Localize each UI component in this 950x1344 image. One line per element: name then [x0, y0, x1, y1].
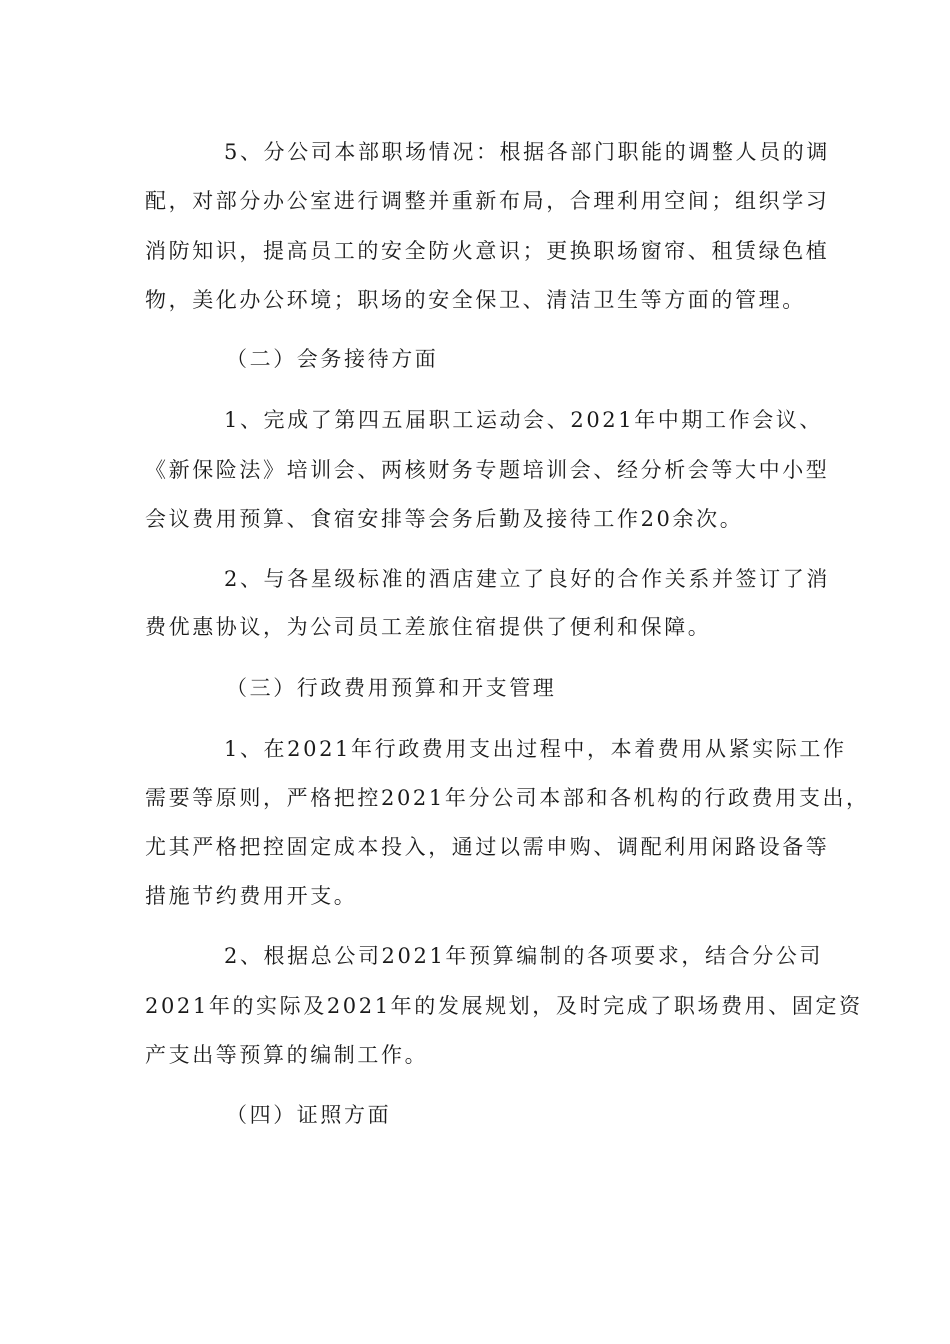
paragraph-line: 费优惠协议，为公司员工差旅住宿提供了便利和保障。: [145, 615, 712, 639]
paragraph-line: 消防知识，提高员工的安全防火意识；更换职场窗帘、租赁绿色植: [145, 239, 830, 263]
paragraph-line: 2、根据总公司2021年预算编制的各项要求，结合分公司: [224, 944, 824, 968]
paragraph-line: 会议费用预算、食宿安排等会务后勤及接待工作20余次。: [145, 507, 744, 531]
paragraph-line: 5、分公司本部职场情况：根据各部门职能的调整人员的调: [224, 140, 830, 164]
paragraph-line: 物，美化办公环境；职场的安全保卫、清洁卫生等方面的管理。: [145, 288, 806, 312]
paragraph-line: 1、完成了第四五届职工运动会、2021年中期工作会议、: [224, 408, 824, 432]
paragraph-line: 《新保险法》培训会、两核财务专题培训会、经分析会等大中小型: [145, 458, 830, 482]
paragraph-line: 配，对部分办公室进行调整并重新布局，合理利用空间；组织学习: [145, 189, 830, 213]
paragraph-line: 产支出等预算的编制工作。: [145, 1043, 429, 1067]
paragraph-line: 1、在2021年行政费用支出过程中，本着费用从紧实际工作: [224, 737, 847, 761]
paragraph-line: 需要等原则，严格把控2021年分公司本部和各机构的行政费用支出，: [145, 786, 870, 810]
paragraph-line: 2、与各星级标准的酒店建立了良好的合作关系并签订了消: [224, 567, 830, 591]
paragraph-line: 2021年的实际及2021年的发展规划，及时完成了职场费用、固定资: [145, 994, 863, 1018]
section-heading: （四）证照方面: [226, 1103, 392, 1127]
paragraph-line: 措施节约费用开支。: [145, 884, 358, 908]
section-heading: （三）行政费用预算和开支管理: [226, 676, 557, 700]
section-heading: （二）会务接待方面: [226, 347, 439, 371]
paragraph-line: 尤其严格把控固定成本投入，通过以需申购、调配利用闲路设备等: [145, 835, 830, 859]
